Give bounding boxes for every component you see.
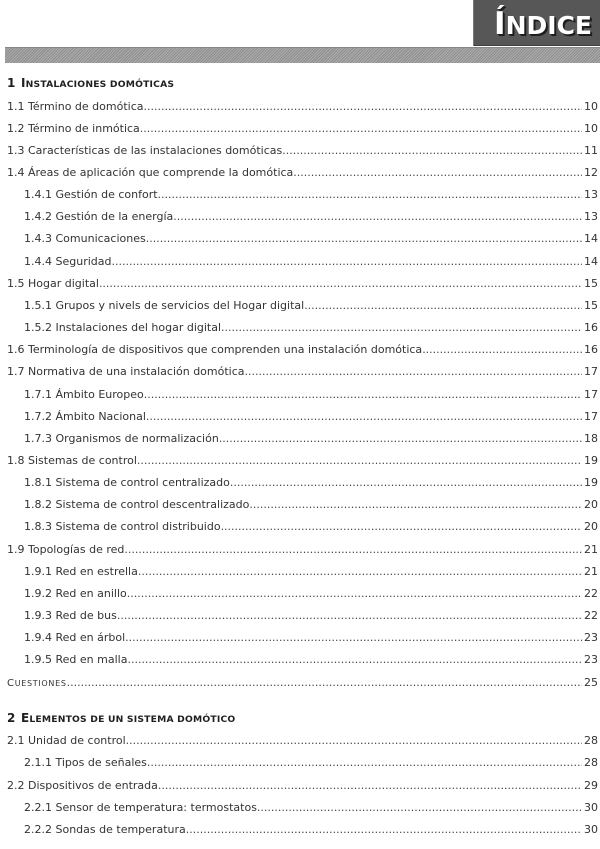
toc-entry: [7, 406, 598, 428]
toc-entry-number: 1.4.2: [24, 210, 52, 224]
toc-page-number: 29: [584, 778, 598, 792]
toc-entry-label: [24, 797, 257, 819]
toc-entry: [7, 206, 598, 228]
dot-leader: [146, 228, 582, 250]
toc-entry-label: [24, 428, 219, 450]
section-title: ELEMENTOS DE UN SISTEMA DOMÓTICO: [20, 710, 236, 725]
toc-page-number: 30: [584, 822, 598, 836]
toc-entry-label: [24, 406, 146, 428]
toc-entry-title: Red de bus: [55, 609, 117, 623]
section-number: 1: [7, 76, 16, 90]
toc-page-number: 14: [584, 254, 598, 268]
toc-entry-title: Instalaciones del hogar digital: [55, 321, 222, 335]
toc-page-number: 20: [584, 520, 598, 534]
toc-entry-label: [24, 752, 147, 774]
toc-entry-label: [7, 96, 143, 118]
dot-leader: [147, 752, 582, 774]
dot-leader: [117, 605, 582, 627]
toc-entry: [7, 450, 598, 472]
page-title: ÍNDICE: [494, 6, 592, 42]
dot-leader: [158, 184, 582, 206]
toc-entry-number: 1.4: [7, 165, 25, 179]
toc-entry-title: Sondas de temperatura: [55, 822, 186, 836]
toc-entry-number: 2.2: [7, 778, 25, 792]
toc-page-number: 13: [584, 188, 598, 202]
toc-page-number: 10: [584, 99, 598, 113]
toc-entry-number: 1.7: [7, 365, 25, 379]
section-heading: [7, 706, 598, 728]
toc-entry-label: [7, 118, 140, 140]
toc-entry-title: Terminología de dispositivos que comprenden una instalación domótica: [28, 343, 423, 357]
toc-entry: [7, 428, 598, 450]
dot-leader: [138, 561, 582, 583]
toc-entry-title: Dispositivos de entrada: [28, 778, 158, 792]
toc-entry-label: [24, 819, 186, 841]
dot-leader: [282, 140, 582, 162]
toc-entry-number: 1.5.2: [24, 321, 52, 335]
section-heading: [7, 71, 598, 93]
toc-entry-label: [7, 361, 245, 383]
toc-entry-label: [24, 649, 127, 671]
dot-leader: [249, 494, 582, 516]
toc-entry: [7, 228, 598, 250]
toc-entry-label: [24, 583, 127, 605]
toc-entry-title: Características de las instalaciones domóticas: [28, 143, 283, 157]
toc-entry: [7, 730, 598, 752]
dot-leader: [140, 118, 582, 140]
toc-entry: [7, 583, 598, 605]
toc-entry-label: [24, 627, 125, 649]
toc-entry-label: [24, 561, 138, 583]
toc-entry-label: [7, 730, 126, 752]
toc-entry-number: 1.9: [7, 542, 25, 556]
toc-page-number: 25: [584, 675, 598, 689]
dot-leader: [143, 96, 582, 118]
toc-entry-number: 1.9.2: [24, 586, 52, 600]
toc-entry-label: [7, 339, 422, 361]
toc-entry-title: Topologías de red: [28, 542, 125, 556]
header-band: [5, 47, 600, 63]
toc-entry-number: 1.1: [7, 99, 25, 113]
toc-entry-number: 1.7.1: [24, 387, 52, 401]
toc-entry-label: [24, 384, 144, 406]
toc-entry: [7, 494, 598, 516]
dot-leader: [124, 539, 582, 561]
toc-entry: [7, 752, 598, 774]
toc-entry-number: 1.5.1: [24, 298, 52, 312]
toc-entry-label: [7, 672, 67, 695]
dot-leader: [158, 775, 582, 797]
toc-entry-number: 2.2.1: [24, 800, 52, 814]
toc-entry-number: 1.4.4: [24, 254, 52, 268]
toc-entry-number: 1.9.4: [24, 631, 52, 645]
toc-entry-title: Organismos de normalización: [55, 431, 219, 445]
dot-leader: [125, 627, 582, 649]
toc-entry-title: Gestión de la energía: [55, 210, 174, 224]
dot-leader: [304, 295, 582, 317]
toc-entry-number: 1.8.3: [24, 520, 52, 534]
toc-entry-number: 1.9.1: [24, 564, 52, 578]
toc-entry-number: 2.1: [7, 734, 25, 748]
toc-entry-label: [24, 184, 158, 206]
toc-page-number: 22: [584, 586, 598, 600]
toc-entry-label: [24, 317, 221, 339]
toc-entry-label: [7, 162, 293, 184]
toc-entry-title: Término de domótica: [28, 99, 144, 113]
toc-page-number: 14: [584, 232, 598, 246]
toc-entry: [7, 339, 598, 361]
toc-page-number: 15: [584, 298, 598, 312]
toc-entry-label: [24, 516, 221, 538]
toc-entry-label: [24, 295, 304, 317]
section-number: 2: [7, 710, 16, 725]
dot-leader: [137, 450, 582, 472]
toc-entry-number: 1.8: [7, 454, 25, 467]
toc-entry-label: [24, 494, 249, 516]
dot-leader: [221, 516, 582, 538]
toc-entry-title: Ámbito Europeo: [55, 387, 144, 401]
dot-leader: [126, 730, 582, 752]
toc-page-number: 13: [584, 210, 598, 224]
dot-leader: [112, 251, 583, 273]
toc-entry-label: [24, 251, 112, 273]
toc-entry-title: Red en estrella: [55, 564, 138, 578]
toc-page-number: 19: [584, 454, 598, 467]
toc-entry-label: [24, 228, 146, 250]
toc-entry-number: 1.4.3: [24, 232, 52, 246]
toc-entry: [7, 605, 598, 627]
dot-leader: [219, 428, 582, 450]
toc-entry: [7, 819, 598, 841]
dot-leader: [146, 406, 582, 428]
toc-entry: [7, 797, 598, 819]
toc-entry-number: 1.7.3: [24, 431, 52, 445]
toc-entry-number: 1.9.3: [24, 609, 52, 623]
toc-entry: [7, 384, 598, 406]
dot-leader: [230, 472, 582, 494]
toc-page-number: 19: [584, 476, 598, 490]
toc-entry-label: [7, 140, 282, 162]
toc-entry: [7, 561, 598, 583]
toc-page-number: 12: [584, 165, 598, 179]
toc-entry: [7, 317, 598, 339]
toc-entry-title: Unidad de control: [28, 734, 126, 748]
toc-entry: [7, 140, 598, 162]
toc-entry-label: [24, 472, 230, 494]
toc-entry: [7, 295, 598, 317]
toc-entry-number: 1.2: [7, 121, 25, 135]
toc-entry-title: Seguridad: [55, 254, 112, 268]
toc-page-number: 18: [584, 431, 598, 445]
toc-entry: [7, 539, 598, 561]
toc-entry-title: Sensor de temperatura: termostatos: [55, 800, 257, 814]
toc-page-number: 23: [584, 631, 598, 645]
section-title: INSTALACIONES DOMÓTICAS: [20, 76, 175, 90]
toc-page-number: 28: [584, 756, 598, 770]
toc-entry: [7, 361, 598, 383]
toc-entry-number: 2.2.2: [24, 822, 52, 836]
dot-leader: [422, 339, 582, 361]
dot-leader: [186, 819, 582, 841]
toc-entry: [7, 775, 598, 797]
toc-entry-title: Hogar digital: [28, 276, 99, 290]
toc-entry-title: Normativa de una instalación domótica: [28, 365, 245, 379]
toc-page-number: 21: [584, 542, 598, 556]
toc-entry: [7, 472, 598, 494]
toc-entry-number: 1.8.2: [24, 498, 52, 512]
toc-page-number: 15: [584, 276, 598, 290]
toc-entry-number: 1.9.5: [24, 653, 52, 667]
toc-entry-title: Término de inmótica: [28, 121, 140, 135]
dot-leader: [293, 162, 582, 184]
toc-entry-title: Áreas de aplicación que comprende la domótica: [28, 165, 294, 179]
dot-leader: [127, 649, 582, 671]
toc-entry-number: 1.5: [7, 276, 25, 290]
toc-entry-title: Gestión de confort: [55, 188, 158, 202]
dot-leader: [67, 672, 582, 694]
toc-entry: [7, 627, 598, 649]
toc-entry-title: Red en anillo: [55, 586, 127, 600]
toc-entry-title: Sistemas de control: [28, 454, 137, 467]
toc-entry-title: CUESTIONES: [7, 677, 67, 689]
toc-entry-label: [7, 450, 137, 472]
toc-entry-label: [7, 539, 124, 561]
toc-entry: [7, 118, 598, 140]
table-of-contents: [7, 71, 598, 841]
toc-entry: [7, 96, 598, 118]
toc-page-number: 30: [584, 800, 598, 814]
toc-entry-title: Comunicaciones: [55, 232, 146, 246]
toc-entry: [7, 273, 598, 295]
toc-entry: [7, 516, 598, 538]
toc-page-number: 17: [584, 365, 598, 379]
toc-entry-title: Tipos de señales: [55, 756, 147, 770]
toc-entry: [7, 184, 598, 206]
toc-page-number: 20: [584, 498, 598, 512]
toc-entry-label: [7, 775, 158, 797]
toc-entry-label: [24, 605, 117, 627]
toc-entry-number: 1.4.1: [24, 188, 52, 202]
toc-entry-label: [7, 273, 99, 295]
toc-entry-number: 1.8.1: [24, 476, 52, 490]
toc-entry-title: Sistema de control centralizado: [55, 476, 230, 490]
toc-entry: [7, 162, 598, 184]
toc-entry-number: 1.6: [7, 343, 25, 357]
toc-entry: [7, 251, 598, 273]
toc-page-number: 16: [584, 343, 598, 357]
dot-leader: [173, 206, 582, 228]
toc-entry-number: 2.1.1: [24, 756, 52, 770]
toc-entry-title: Sistema de control descentralizado: [55, 498, 250, 512]
toc-page-number: 16: [584, 321, 598, 335]
dot-leader: [257, 797, 582, 819]
toc-page-number: 17: [584, 409, 598, 423]
toc-entry-questions: [7, 672, 598, 694]
dot-leader: [144, 384, 582, 406]
toc-page-number: 11: [584, 143, 598, 157]
dot-leader: [127, 583, 582, 605]
toc-entry-number: 1.7.2: [24, 409, 52, 423]
toc-entry-title: Grupos y nivels de servicios del Hogar digital: [55, 298, 305, 312]
dot-leader: [99, 273, 582, 295]
dot-leader: [245, 361, 582, 383]
toc-entry-title: Red en árbol: [55, 631, 126, 645]
toc-entry-number: 1.3: [7, 143, 25, 157]
toc-page-number: 28: [584, 734, 598, 748]
toc-entry: [7, 649, 598, 671]
toc-page-number: 17: [584, 387, 598, 401]
toc-entry-title: Sistema de control distribuido: [55, 520, 221, 534]
toc-page-number: 22: [584, 609, 598, 623]
toc-page-number: 23: [584, 653, 598, 667]
toc-page-number: 10: [584, 121, 598, 135]
toc-entry-title: Red en malla: [55, 653, 128, 667]
dot-leader: [221, 317, 582, 339]
toc-page-number: 21: [584, 564, 598, 578]
toc-entry-title: Ámbito Nacional: [55, 409, 146, 423]
toc-entry-label: [24, 206, 173, 228]
index-title-box: [473, 0, 600, 46]
